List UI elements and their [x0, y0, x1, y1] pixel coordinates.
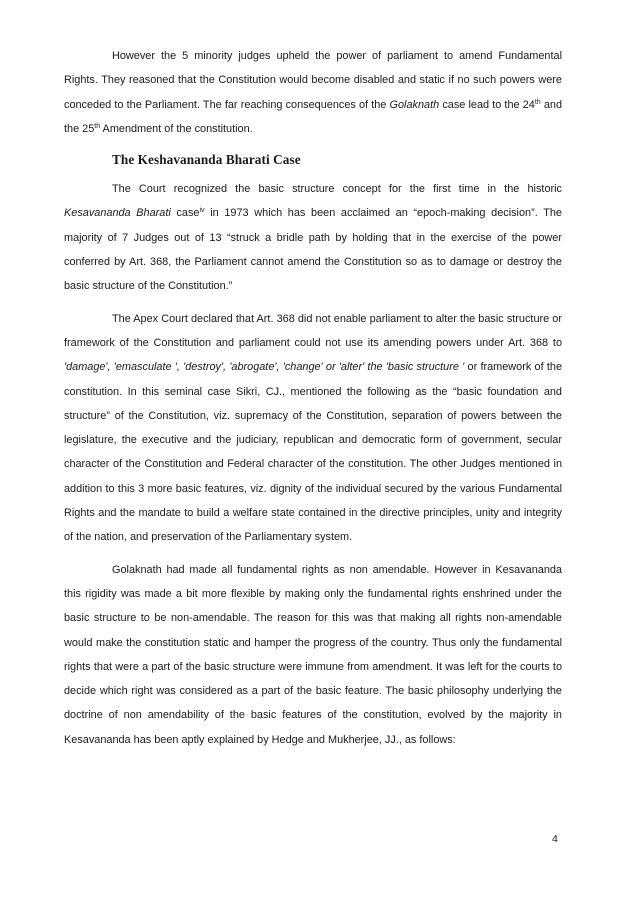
paragraph-apex-court — [64, 307, 562, 550]
text-run: case — [170, 207, 200, 220]
section-heading: The Keshavananda Bharati Case — [112, 152, 301, 168]
case-name-italic: Golaknath — [389, 98, 440, 111]
text-run: or framework of the constitution. In this seminal case Sikri, CJ., mentioned the following as the “basic foundation and structure” of the Constitution, viz. supremacy of the Constitution, separation of powers between the legislature, the executive and the judiciary, republican and democratic form of government, secular character of the Constitution and Federal character of the constitution. The other Judges mentioned in addition to this 3 more basic features, viz. dignity of the individual secured by the various Fundamental Rights and the mandate to build a welfare state contained in the directive principles, unity and integrity of the nation, and preservation of the Parliamentary system. — [64, 361, 563, 544]
quoted-terms-italic: 'damage', 'emasculate ', 'destroy', 'abrogate', 'change' or 'alter' the 'basic structure ' — [64, 361, 465, 374]
page-body — [64, 44, 562, 752]
text-run: However the 5 minority judges upheld the power of parliament to amend Fundamental Rights. They reasoned that the Constitution would become disabled and static if no such powers were conceded to the Parliament. The far reaching consequences of the — [64, 50, 562, 111]
text-run: and the 25 — [64, 98, 563, 135]
ordinal-superscript: th — [94, 122, 101, 130]
text-run: in 1973 which has been acclaimed an “epoch-making decision”. The majority of 7 Judges out of 13 “struck a bridle path by holding that in the exercise of the power conferred by Art. 368, the Parliament cannot amend the Constitution so as to damage or destroy the basic structure of the Constitution.” — [64, 207, 562, 293]
text-run: The Court recognized the basic structure concept for the first time in the historic — [112, 183, 562, 196]
page-number: 4 — [552, 833, 558, 845]
text-run: Amendment of the constitution. — [100, 122, 253, 135]
paragraph-court-recognized — [64, 177, 562, 298]
case-name-italic: Kesavananda Bharati — [64, 207, 171, 220]
text-run: case lead to the 24 — [439, 98, 535, 111]
text-run: The Apex Court declared that Art. 368 did not enable parliament to alter the basic structure or framework of the Constitution and parliament could not use its amending powers under Art. 368 to — [64, 312, 562, 349]
paragraph-golaknath: Golaknath had made all fundamental rights as non amendable. However in Kesavananda this rigidity was made a bit more flexible by making only the fundamental rights enshrined under the basic structure to be non-amendable. The reason for this was that making all rights non-amendable would make the constitution static and hamper the progress of the country. Thus only the fundamental rights that were a part of the basic structure were immune from amendment. It was left for the courts to decide which right was considered as a part of the basic feature. The basic philosophy underlying the doctrine of non amendability of the basic features of the constitution, evolved by the majority in Kesavananda has been aptly explained by Hedge and Mukherjee, JJ., as follows: — [64, 563, 562, 746]
paragraph-minority-judges — [64, 44, 562, 141]
footnote-reference: iv — [199, 207, 205, 215]
ordinal-superscript: th — [534, 98, 541, 106]
